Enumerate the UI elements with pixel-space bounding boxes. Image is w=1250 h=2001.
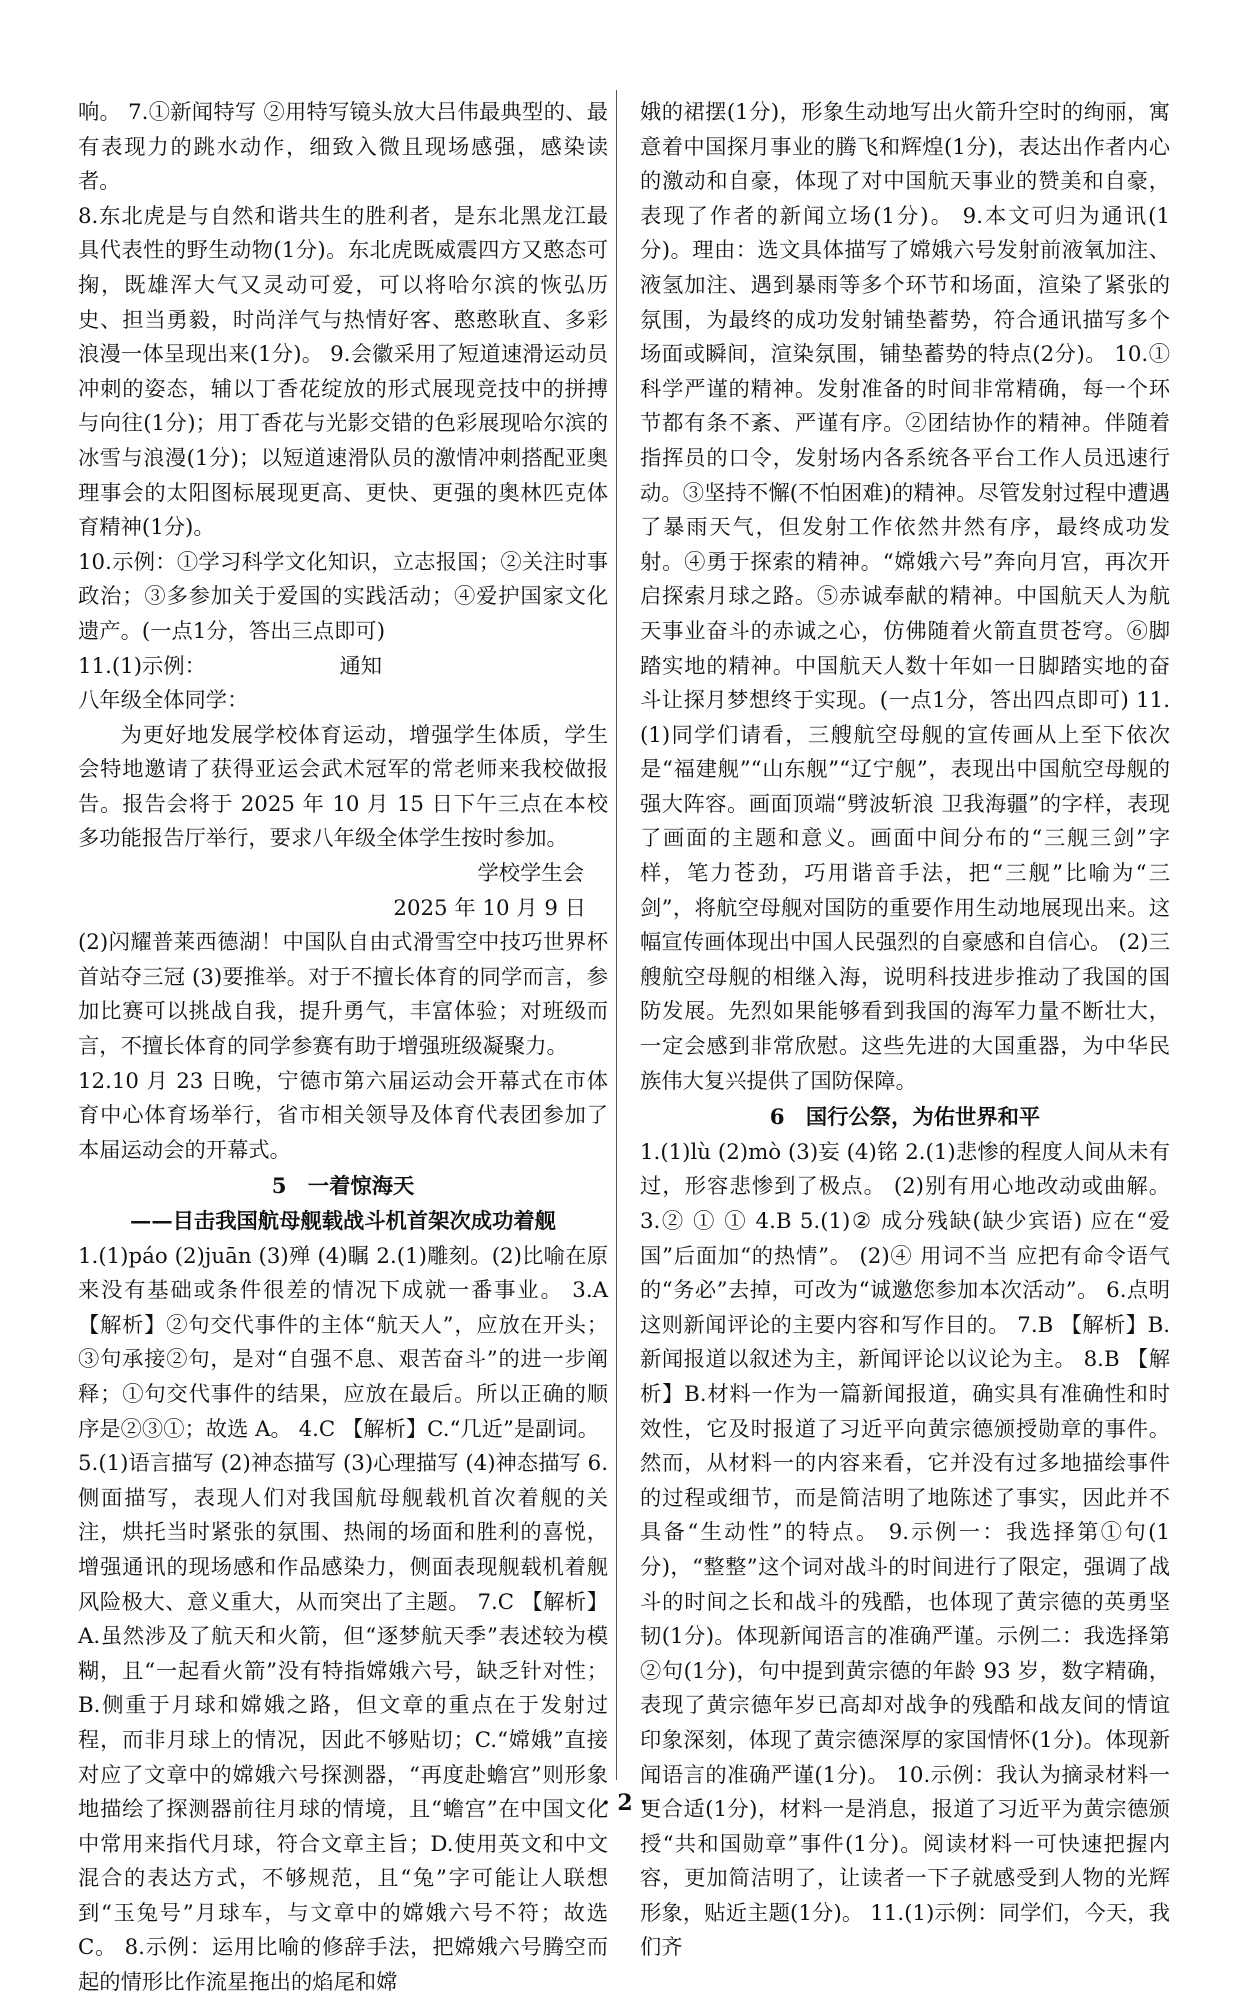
page-number: · 2 ·: [602, 1790, 648, 1816]
notice-date: 2025 年 10 月 9 日: [393, 895, 586, 921]
right-paragraph-1: 娥的裙摆(1分)，形象生动地写出火箭升空时的绚丽，寓意着中国探月事业的腾飞和辉煌(1分)，表达出作者内心的激动和自豪，体现了对中国航天事业的赞美和自豪，表现了作者的新闻立场(1分)。 9.本文可归为通讯(1分)。理由：选文具体描写了嫦娥六号发射前液氧加注、液氢加注、遇到暴雨等多个环节和场面，渲染了紧张的氛围，为最终的成功发射铺垫蓄势，符合通讯描写多个场面或瞬间，渲染氛围，铺垫蓄势的特点(2分)。 10.①科学严谨的精神。发射准备的时间非常精确，每一个环节都有条不紊、严谨有序。②团结协作的精神。伴随着指挥员的口令，发射场内各系统各平台工作人员迅速行动。③坚持不懈(不怕困难)的精神。尽管发射过程中遭遇了暴雨天气，但发射工作依然井然有序，最终成功发射。④勇于探索的精神。“嫦娥六号”奔向月宫，再次开启探索月球之路。⑤赤诚奉献的精神。中国航天人为航天事业奋斗的赤诚之心，仿佛随着火箭直贯苍穹。⑥脚踏实地的精神。中国航天人数十年如一日脚踏实地的奋斗让探月梦想终于实现。(一点1分，答出四点即可) 11.(1)同学们请看，三艘航空母舰的宣传画从上至下依次是“福建舰”“山东舰”“辽宁舰”，表现出中国航空母舰的强大阵容。画面顶端“劈波斩浪 卫我海疆”的字样，表现了画面的主题和意义。画面中间分布的“三舰三剑”字样，笔力苍劲，巧用谐音手法，把“三舰”比喻为“三剑”，将航空母舰对国防的重要作用生动地展现出来。这幅宣传画体现出中国人民强烈的自豪感和自信心。 (2)三艘航空母舰的相继入海，说明科技进步推动了我国的国防发展。先烈如果能够看到我国的海军力量不断壮大，一定会感到非常欣慰。这些先进的大国重器，为中华民族伟大复兴提供了国防保障。: [640, 100, 1170, 1094]
notice-body: 为更好地发展学校体育运动，增强学生体质，学生会特地邀请了获得亚运会武术冠军的常老师来我校做报告。报告会将于 2025 年 10 月 15 日下午三点在本校多功能报告厅举行，要求八年级全体学生按时参加。: [78, 722, 608, 852]
left-paragraph-3: 10.示例：①学习科学文化知识，立志报国；②关注时事政治；③多参加关于爱国的实践活动；④爱护国家文化遗产。(一点1分，答出三点即可): [78, 549, 608, 644]
left-paragraph-12: 5.(1)语言描写 (2)神态描写 (3)心理描写 (4)神态描写 6.侧面描写，表现人们对我国航母舰载机首次着舰的关注，烘托当时紧张的氛围、热闹的场面和胜利的喜悦，增强通讯的现场感和作品感染力，侧面表现舰载机着舰风险极大、意义重大，从而突出了主题。 7.C 【解析】A.虽然涉及了航天和火箭，但“逐梦航天季”表述较为模糊，且“一起看火箭”没有特指嫦娥六号，缺乏针对性；B.侧重于月球和嫦娥之路，但文章的重点在于发射过程，而非月球上的情况，因此不够贴切；C.“嫦娥”直接对应了文章中的嫦娥六号探测器，“再度赴蟾宫”则形象地描绘了探测器前往月球的情境，且“蟾宫”在中国文化中常用来指代月球，符合文章主旨；D.使用英文和中文混合的表达方式，不够规范，且“兔”字可能让人联想到“玉兔号”月球车，与文章中的嫦娥六号不符；故选 C。 8.示例：运用比喻的修辞手法，把嫦娥六号腾空而起的情形比作流星拖出的焰尾和嫦: [78, 1451, 608, 1996]
notice-prefix: 11.(1)示例：: [78, 653, 206, 679]
notice-title: 通知: [339, 653, 383, 679]
right-column: [640, 96, 1170, 1966]
column-divider: [616, 90, 617, 1780]
lesson-5-title: 5 一着惊海天: [271, 1174, 415, 1200]
left-paragraph-11: 1.(1)páo (2)juān (3)殚 (4)瞩 2.(1)雕刻。(2)比喻在原来没有基础或条件很差的情况下成就一番事业。 3.A 【解析】②句交代事件的主体“航天人”，应放在开头；③句承接②句，是对“自强不息、艰苦奋斗”的进一步阐释；①句交代事件的结果，应放在最后。所以正确的顺序是②③①；故选 A。 4.C 【解析】C.“几近”是副词。: [78, 1243, 608, 1442]
lesson-6-title: 6 国行公祭，为佑世界和平: [769, 1105, 1041, 1131]
notice-heading-line: [78, 650, 608, 685]
left-paragraph-2: 8.东北虎是与自然和谐共生的胜利者，是东北黑龙江最具代表性的野生动物(1分)。东北虎既威震四方又憨态可掬，既雄浑大气又灵动可爱，可以将哈尔滨的恢弘历史、担当勇毅，时尚洋气与热情好客、憨憨耿直、多彩浪漫一体呈现出来(1分)。 9.会徽采用了短道速滑运动员冲刺的姿态，辅以丁香花绽放的形式展现竞技中的拼搏与向往(1分)；用丁香花与光影交错的色彩展现哈尔滨的冰雪与浪漫(1分)；以短道速滑队员的激情冲刺搭配亚奥理事会的太阳图标展现更高、更快、更强的奥林匹克体育精神(1分)。: [78, 203, 608, 541]
left-column: [78, 96, 608, 2001]
notice-salutation: 八年级全体同学：: [78, 688, 249, 714]
notice-signature: 学校学生会: [477, 861, 584, 887]
left-paragraph-9: (2)闪耀普莱西德湖！中国队自由式滑雪空中技巧世界杯首站夺三冠 (3)要推举。对于不擅长体育的同学而言，参加比赛可以挑战自我，提升勇气，丰富体验；对班级而言，不擅长体育的同学参赛有助于增强班级凝聚力。: [78, 930, 608, 1060]
left-paragraph-10: 12.10 月 23 日晚，宁德市第六届运动会开幕式在市体育中心体育场举行，省市相关领导及体育代表团参加了本届运动会的开幕式。: [78, 1068, 608, 1163]
right-paragraph-2: 1.(1)lù (2)mò (3)妄 (4)铭 2.(1)悲惨的程度人间从未有过，形容悲惨到了极点。 (2)别有用心地改动或曲解。 3.② ① ① 4.B 5.(1)② 成分残缺(缺少宾语) 应在“爱国”后面加“的热情”。 (2)④ 用词不当 应把有命令语气的“务必”去掉，可改为“诚邀您参加本次活动”。 6.点明这则新闻评论的主要内容和写作目的。 7.B 【解析】B.新闻报道以叙述为主，新闻评论以议论为主。 8.B 【解析】B.材料一作为一篇新闻报道，确实具有准确性和时效性，它及时报道了习近平向黄宗德颁授勋章的事件。然而，从材料一的内容来看，它并没有过多地描绘事件的过程或细节，而是简洁明了地陈述了事实，因此并不具备“生动性”的特点。 9.示例一：我选择第①句(1分)，“整整”这个词对战斗的时间进行了限定，强调了战斗的时间之长和战斗的残酷，也体现了黄宗德的英勇坚韧(1分)。体现新闻语言的准确严谨。示例二：我选择第②句(1分)，句中提到黄宗德的年龄 93 岁，数字精确，表现了黄宗德年岁已高却对战争的残酷和战友间的情谊印象深刻，体现了黄宗德深厚的家国情怀(1分)。体现新闻语言的准确严谨(1分)。 10.示例：我认为摘录材料一更合适(1分)，材料一是消息，报道了习近平为黄宗德颁授“共和国勋章”事件(1分)。阅读材料一可快速把握内容，更加简洁明了，让读者一下子就感受到人物的光辉形象，贴近主题(1分)。 11.(1)示例：同学们，今天，我们齐: [640, 1139, 1170, 1961]
left-paragraph-1: 响。 7.①新闻特写 ②用特写镜头放大吕伟最典型的、最有表现力的跳水动作，细致入微且现场感强，感染读者。: [78, 100, 608, 195]
lesson-5-subtitle: ——目击我国航母舰载战斗机首架次成功着舰: [130, 1209, 556, 1234]
